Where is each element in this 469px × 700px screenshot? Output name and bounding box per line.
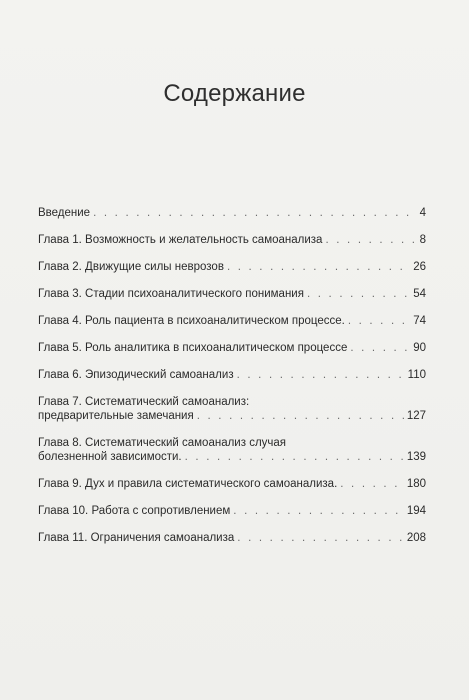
toc-entry-chapter-10[interactable] — [38, 504, 426, 518]
dot-leader — [348, 314, 410, 328]
toc-page-number: 4 — [419, 207, 426, 219]
toc-entry-title: Глава 1. Возможность и желательность самоанализа — [38, 234, 323, 246]
toc-page-number: 139 — [406, 451, 426, 463]
toc-page-number: 127 — [406, 410, 426, 422]
dot-leader — [237, 531, 404, 545]
toc-entry-title: Глава 11. Ограничения самоанализа — [38, 532, 235, 544]
toc-entry-introduction[interactable] — [38, 206, 426, 220]
dot-leader — [233, 504, 404, 518]
toc-entry-chapter-9[interactable] — [38, 477, 426, 491]
toc-entry-chapter-1[interactable] — [38, 233, 426, 247]
toc-entry-title: Глава 4. Роль пациента в психоаналитическом процессе. — [38, 315, 345, 327]
toc-entry-title-line-1: Глава 8. Систематический самоанализ случая — [38, 437, 287, 449]
toc-page-number: 26 — [413, 261, 426, 273]
toc-entry-title: Глава 2. Движущие силы неврозов — [38, 261, 224, 273]
toc-entry-title: Глава 3. Стадии психоаналитического понимания — [38, 288, 304, 300]
toc-entry-title-line-2: болезненной зависимости. — [38, 451, 182, 463]
toc-entry-chapter-5[interactable] — [38, 341, 426, 355]
toc-entry-chapter-11[interactable] — [38, 531, 426, 545]
dot-leader — [307, 287, 410, 301]
toc-entry-chapter-8[interactable] — [38, 436, 426, 464]
dot-leader — [237, 368, 405, 382]
dot-leader — [93, 206, 417, 220]
toc-entry-title: Глава 5. Роль аналитика в психоаналитическом процессе — [38, 342, 348, 354]
toc-entry-title-line-2: предварительные замечания — [38, 410, 194, 422]
toc-entry-title: Глава 6. Эпизодический самоанализ — [38, 369, 234, 381]
toc-page-number: 54 — [413, 288, 426, 300]
dot-leader — [325, 233, 416, 247]
dot-leader — [185, 450, 404, 464]
dot-leader — [350, 341, 410, 355]
toc-entry-title-line-1: Глава 7. Систематический самоанализ: — [38, 396, 250, 408]
page-title: Содержание — [163, 80, 306, 107]
toc-page-number: 110 — [407, 369, 426, 381]
toc-entry-title: Глава 10. Работа с сопротивлением — [38, 505, 231, 517]
dot-leader — [227, 260, 410, 274]
toc-page-number: 8 — [419, 234, 426, 246]
toc-page-number: 180 — [406, 478, 426, 490]
toc-entry-chapter-4[interactable] — [38, 314, 426, 328]
toc-page-number: 90 — [413, 342, 426, 354]
table-of-contents — [38, 206, 426, 558]
toc-entry-title: Введение — [38, 207, 91, 219]
toc-entry-chapter-6[interactable] — [38, 368, 426, 382]
toc-entry-chapter-2[interactable] — [38, 260, 426, 274]
dot-leader — [197, 409, 404, 423]
toc-entry-title: Глава 9. Дух и правила систематического самоанализа. — [38, 478, 338, 490]
toc-entry-chapter-7[interactable] — [38, 395, 426, 423]
toc-page-number: 194 — [406, 505, 426, 517]
toc-entry-chapter-3[interactable] — [38, 287, 426, 301]
toc-page-number: 74 — [413, 315, 426, 327]
toc-page-number: 208 — [406, 532, 426, 544]
dot-leader — [340, 477, 404, 491]
